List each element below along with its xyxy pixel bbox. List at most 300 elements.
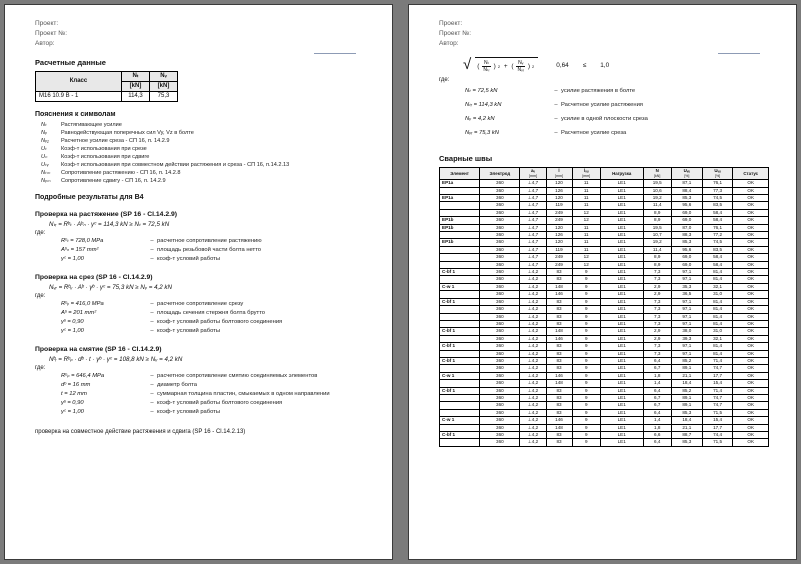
- table-cell: 58,4: [702, 217, 733, 224]
- def-symbol: Nᵥᵣ = 75,3 kN: [465, 130, 499, 136]
- table-cell: ⊥4,7: [520, 261, 546, 268]
- table-cell: LE1: [600, 328, 643, 335]
- project-label: Проект:: [35, 20, 59, 27]
- table-cell: 19,5: [643, 224, 671, 231]
- col-nt: Nₜ: [122, 72, 150, 82]
- project-no-label: Проект №:: [439, 30, 471, 37]
- table-cell: ⊥4,2: [520, 298, 546, 305]
- table-header-row: [36, 72, 178, 82]
- table-cell: 85,2: [671, 387, 702, 394]
- table-cell: LE1: [600, 365, 643, 372]
- table-cell: 83: [546, 439, 572, 446]
- list-item: [35, 145, 374, 153]
- table-cell: 249: [546, 209, 572, 216]
- table-cell: 360: [480, 439, 520, 446]
- def-text: диаметр болта: [157, 382, 197, 388]
- table-cell: 7,3: [643, 350, 671, 357]
- table-cell: ⊥4,2: [520, 335, 546, 342]
- table-cell: 83,5: [702, 202, 733, 209]
- table-cell: OK: [733, 239, 769, 246]
- table-cell: EP1b: [440, 224, 480, 231]
- table-cell: 58,4: [702, 209, 733, 216]
- table-cell: 74,7: [702, 365, 733, 372]
- footer-note: проверка на совместное действие растяжения и сдвига (SP 16 - Cl.14.2.13): [35, 429, 246, 435]
- table-cell: 19,2: [643, 239, 671, 246]
- table-cell: 8,9: [643, 217, 671, 224]
- symbols-title: Пояснения к символам: [35, 111, 116, 118]
- table-cell: LE1: [600, 232, 643, 239]
- symbol-name: Uₜ: [41, 146, 47, 152]
- table-cell: 9: [572, 291, 600, 298]
- table-cell: ⊥4,2: [520, 432, 546, 439]
- table-cell: 10,7: [643, 232, 671, 239]
- table-cell: [440, 261, 480, 268]
- col-element: [440, 168, 480, 180]
- table-cell: LE1: [600, 217, 643, 224]
- table-cell: 360: [480, 261, 520, 268]
- table-cell: OK: [733, 276, 769, 283]
- table-cell: 360: [480, 232, 520, 239]
- table-cell: 19,5: [643, 180, 671, 187]
- table-cell: 360: [480, 372, 520, 379]
- gde-label: где:: [35, 293, 46, 299]
- table-cell: 360: [480, 298, 520, 305]
- symbol-name: Uₙ: [41, 154, 48, 160]
- table-cell: 87,0: [671, 224, 702, 231]
- table-cell: 77,2: [702, 232, 733, 239]
- table-cell: C-bf 1: [440, 432, 480, 439]
- table-cell: 360: [480, 239, 520, 246]
- fraction-denominator: Nᵥᵣ: [517, 67, 524, 73]
- table-cell: 9: [572, 335, 600, 342]
- table-cell: 83: [546, 320, 572, 327]
- table-cell: 97,1: [671, 298, 702, 305]
- table-cell: LE1: [600, 239, 643, 246]
- def-dash: –: [150, 382, 154, 388]
- table-row: [440, 187, 769, 194]
- table-cell: 88,7: [671, 432, 702, 439]
- table-cell: 9: [572, 350, 600, 357]
- table-row: [440, 254, 769, 261]
- table-cell: 148: [546, 424, 572, 431]
- table-cell: [440, 202, 480, 209]
- table-cell: C-bf 1: [440, 328, 480, 335]
- table-cell: 81,4: [702, 343, 733, 350]
- table-cell: ⊥4,2: [520, 350, 546, 357]
- table-cell: 360: [480, 246, 520, 253]
- table-row: [440, 298, 769, 305]
- table-cell: 69,0: [671, 261, 702, 268]
- table-cell: 9: [572, 276, 600, 283]
- def-text: коэф-т условий работы: [157, 328, 221, 334]
- list-item: [61, 318, 374, 327]
- gde-label: где:: [35, 365, 46, 371]
- table-cell: LE1: [600, 283, 643, 290]
- def-dash: –: [150, 256, 154, 262]
- table-cell: 88,3: [671, 232, 702, 239]
- table-cell: C-bf 1: [440, 387, 480, 394]
- table-cell: 9: [572, 424, 600, 431]
- def-dash: –: [150, 310, 154, 316]
- fraction-denominator: Nₜᵣ: [483, 67, 490, 73]
- table-cell: 10,6: [643, 187, 671, 194]
- table-cell: C-w 1: [440, 283, 480, 290]
- table-cell: 1,4: [643, 417, 671, 424]
- table-row: [440, 291, 769, 298]
- col-label: Uᵥᵤ: [683, 168, 690, 173]
- table-cell: OK: [733, 343, 769, 350]
- table-cell: ⊥4,7: [520, 239, 546, 246]
- table-cell: 360: [480, 409, 520, 416]
- def-text: расчетное сопротивление срезу: [157, 301, 244, 307]
- fraction-numerator: Nᵥ: [518, 60, 524, 66]
- table-cell: [440, 306, 480, 313]
- table-cell: OK: [733, 439, 769, 446]
- table-cell: 7,3: [643, 320, 671, 327]
- list-item: [35, 161, 374, 169]
- table-cell: [440, 320, 480, 327]
- table-cell: 21,1: [671, 424, 702, 431]
- table-row: [440, 217, 769, 224]
- table-cell: 83: [546, 387, 572, 394]
- check-bearing: [35, 346, 374, 417]
- table-cell: 360: [480, 254, 520, 261]
- table-cell: 360: [480, 343, 520, 350]
- welds-table-body: [440, 180, 769, 447]
- col-lw: [572, 168, 600, 180]
- table-cell: OK: [733, 417, 769, 424]
- details-title: Подробные результаты для B4: [35, 194, 144, 201]
- table-cell: LE1: [600, 246, 643, 253]
- table-cell: OK: [733, 387, 769, 394]
- class-table: [35, 71, 178, 102]
- table-cell: 360: [480, 320, 520, 327]
- table-cell: 2,9: [643, 328, 671, 335]
- table-cell: OK: [733, 269, 769, 276]
- table-cell: LE1: [600, 269, 643, 276]
- table-row: [440, 380, 769, 387]
- table-cell: LE1: [600, 180, 643, 187]
- table-cell: 74,7: [702, 402, 733, 409]
- table-cell: 11: [572, 187, 600, 194]
- table-row: [440, 239, 769, 246]
- table-cell: LE1: [600, 439, 643, 446]
- table-cell: 7,3: [643, 313, 671, 320]
- table-cell: 69,0: [671, 254, 702, 261]
- table-cell: OK: [733, 209, 769, 216]
- table-cell: 69,0: [671, 209, 702, 216]
- table-cell: 19,2: [643, 195, 671, 202]
- def-text: усилие в одной плоскости среза: [561, 116, 648, 122]
- def-dash: –: [554, 102, 558, 108]
- def-dash: –: [150, 373, 154, 379]
- table-row: [440, 409, 769, 416]
- def-text: Расчетное усилие среза: [561, 130, 627, 136]
- table-cell: EP1b: [440, 239, 480, 246]
- symbol-desc: Коэф-т использования при срезе: [61, 146, 147, 152]
- table-cell: 12: [572, 261, 600, 268]
- table-row: [440, 246, 769, 253]
- col-label: Uᵥᵤ: [714, 168, 721, 173]
- table-cell: EP1a: [440, 180, 480, 187]
- table-cell: 9: [572, 394, 600, 401]
- table-cell: 11: [572, 180, 600, 187]
- def-text: коэф-т условий работы: [157, 409, 221, 415]
- table-cell: OK: [733, 195, 769, 202]
- table-cell: LE1: [600, 187, 643, 194]
- table-cell: OK: [733, 320, 769, 327]
- table-cell: LE1: [600, 387, 643, 394]
- table-cell: 360: [480, 335, 520, 342]
- table-cell: LE1: [600, 320, 643, 327]
- table-cell: 95,6: [671, 202, 702, 209]
- table-cell: 97,1: [671, 343, 702, 350]
- def-text: площадь сечения стержня болта брутто: [157, 310, 266, 316]
- table-cell: ⊥4,7: [520, 180, 546, 187]
- table-cell: 9: [572, 365, 600, 372]
- table-cell: 9: [572, 328, 600, 335]
- table-cell: 360: [480, 224, 520, 231]
- table-cell: EP1a: [440, 195, 480, 202]
- def-symbol: dᵇ = 16 mm: [61, 382, 91, 388]
- document-page-left: [4, 4, 393, 560]
- table-cell: 83: [546, 365, 572, 372]
- unit-nv: [kN]: [150, 82, 178, 92]
- col-l: [546, 168, 572, 180]
- table-cell: 71,4: [702, 357, 733, 364]
- table-cell: 148: [546, 283, 572, 290]
- table-cell: 2,9: [643, 291, 671, 298]
- table-cell: 39,3: [671, 335, 702, 342]
- table-cell: 89,1: [671, 394, 702, 401]
- table-cell: [440, 394, 480, 401]
- table-cell: LE1: [600, 417, 643, 424]
- table-cell: 360: [480, 432, 520, 439]
- table-cell: 77,3: [702, 187, 733, 194]
- table-row: [440, 202, 769, 209]
- table-cell: 6,7: [643, 402, 671, 409]
- table-cell: ⊥4,2: [520, 343, 546, 350]
- table-cell: [440, 380, 480, 387]
- table-cell: LE1: [600, 424, 643, 431]
- table-cell: ⊥4,2: [520, 269, 546, 276]
- table-cell: 7,3: [643, 298, 671, 305]
- fraction-nv: [515, 60, 525, 73]
- table-cell: LE1: [600, 394, 643, 401]
- list-item: [61, 237, 374, 246]
- table-cell: LE1: [600, 357, 643, 364]
- table-cell: LE1: [600, 209, 643, 216]
- table-row: [440, 402, 769, 409]
- col-load: [600, 168, 643, 180]
- table-cell: 9: [572, 320, 600, 327]
- col-label: l: [558, 168, 560, 173]
- table-cell: LE1: [600, 224, 643, 231]
- left-page-content: [35, 19, 374, 435]
- table-cell: 83: [546, 306, 572, 313]
- table-row: [440, 328, 769, 335]
- table-cell: LE1: [600, 276, 643, 283]
- sqrt-icon: √: [463, 56, 472, 73]
- table-cell: OK: [733, 246, 769, 253]
- table-cell: [440, 365, 480, 372]
- table-cell: OK: [733, 424, 769, 431]
- table-cell: 11: [572, 246, 600, 253]
- symbol-name: Nᵥₘ: [41, 178, 51, 184]
- def-text: суммарная толщина пластин, смыкаемых в одном направлении: [157, 391, 330, 397]
- table-cell: 8,9: [643, 261, 671, 268]
- table-cell: 9: [572, 306, 600, 313]
- col-unit: [kN]: [654, 173, 661, 178]
- table-cell: OK: [733, 254, 769, 261]
- table-cell: ⊥4,2: [520, 372, 546, 379]
- interaction-formula: [463, 57, 778, 73]
- symbol-desc: Коэф-т использования при сдвиге: [61, 154, 150, 160]
- table-cell: LE1: [600, 261, 643, 268]
- table-cell: 81,4: [702, 350, 733, 357]
- table-cell: 7,3: [643, 306, 671, 313]
- table-cell: 148: [546, 380, 572, 387]
- table-cell: 83: [546, 409, 572, 416]
- table-cell: ⊥4,7: [520, 246, 546, 253]
- header-rule: [718, 53, 760, 54]
- table-cell: 9: [572, 372, 600, 379]
- table-cell: 146: [546, 372, 572, 379]
- table-cell: OK: [733, 335, 769, 342]
- table-cell: 360: [480, 276, 520, 283]
- table-cell: 11: [572, 232, 600, 239]
- table-cell: 97,1: [671, 350, 702, 357]
- symbol-name: Nₜₘ: [41, 170, 51, 176]
- table-cell: OK: [733, 187, 769, 194]
- table-cell: 360: [480, 195, 520, 202]
- table-cell: EP1b: [440, 217, 480, 224]
- table-cell: C-w 1: [440, 417, 480, 424]
- table-cell: 81,4: [702, 276, 733, 283]
- table-cell: ⊥4,2: [520, 313, 546, 320]
- list-item: [465, 87, 778, 96]
- col-class: Класс: [36, 72, 122, 92]
- table-cell: 249: [546, 261, 572, 268]
- table-cell: 360: [480, 306, 520, 313]
- fraction-nt: [481, 60, 491, 73]
- table-cell: 119: [546, 202, 572, 209]
- table-cell: [440, 424, 480, 431]
- col-label: aᵥ: [530, 168, 535, 173]
- table-cell: OK: [733, 328, 769, 335]
- table-cell: 1,8: [643, 372, 671, 379]
- table-cell: 126: [546, 232, 572, 239]
- table-cell: 21,1: [671, 372, 702, 379]
- list-item: [61, 255, 374, 264]
- table-cell: C-bf 1: [440, 357, 480, 364]
- symbol-name: Nₜ: [41, 122, 47, 128]
- table-cell: 6,4: [643, 439, 671, 446]
- table-cell: 11: [572, 202, 600, 209]
- check-heading: Проверка на срез (SP 16 - Cl.14.2.9): [35, 274, 153, 281]
- def-dash: –: [150, 301, 154, 307]
- table-cell: ⊥4,2: [520, 409, 546, 416]
- def-dash: –: [554, 88, 558, 94]
- table-row: [440, 357, 769, 364]
- table-cell: 6,7: [643, 365, 671, 372]
- table-row: [440, 387, 769, 394]
- table-row: [440, 372, 769, 379]
- welds-table: [439, 167, 769, 447]
- table-cell: ⊥4,2: [520, 402, 546, 409]
- table-cell: [440, 254, 480, 261]
- table-cell: [440, 232, 480, 239]
- author-label: Автор:: [439, 40, 459, 47]
- table-cell: 7,3: [643, 269, 671, 276]
- cell-nv: 75,3: [150, 92, 178, 102]
- table-cell: 9: [572, 380, 600, 387]
- table-cell: OK: [733, 202, 769, 209]
- welds-title: Сварные швы: [439, 154, 493, 163]
- table-cell: OK: [733, 409, 769, 416]
- table-cell: [440, 276, 480, 283]
- table-cell: LE1: [600, 350, 643, 357]
- def-text: расчетное сопротивление смятию соединяемых элементов: [157, 373, 318, 379]
- table-cell: 360: [480, 357, 520, 364]
- def-text: Расчетное усилие растяжения: [561, 102, 643, 108]
- table-cell: 17,7: [702, 372, 733, 379]
- author-label: Автор:: [35, 40, 55, 47]
- right-page-content: [439, 19, 778, 447]
- table-cell: OK: [733, 180, 769, 187]
- header-rule: [314, 53, 356, 54]
- table-cell: LE1: [600, 402, 643, 409]
- def-symbol: Aᵇₙ = 157 mm²: [61, 247, 99, 253]
- table-cell: ⊥4,7: [520, 232, 546, 239]
- check-heading: Проверка на смятие (SP 16 - Cl.14.2.9): [35, 346, 162, 353]
- check-formula: Nᵇᵣ = Rᵇₚ · dᵇ · t · γᵇ · γᶜ = 108,8 kN ≥ Nᵥ = 4,2 kN: [49, 356, 183, 363]
- table-cell: 83: [546, 343, 572, 350]
- table-cell: ⊥4,2: [520, 439, 546, 446]
- def-symbol: Rᵇᵥ = 416,0 MPa: [61, 301, 104, 307]
- table-row: [440, 180, 769, 187]
- table-cell: 83: [546, 276, 572, 283]
- table-cell: LE1: [600, 298, 643, 305]
- def-dash: –: [554, 130, 558, 136]
- table-cell: OK: [733, 350, 769, 357]
- table-cell: 2,9: [643, 283, 671, 290]
- table-cell: 11: [572, 224, 600, 231]
- calc-data-title: Расчетные данные: [35, 58, 106, 67]
- table-cell: 76,1: [702, 224, 733, 231]
- symbols-list: [35, 121, 374, 185]
- table-cell: 97,1: [671, 313, 702, 320]
- table-cell: OK: [733, 291, 769, 298]
- table-cell: 87,1: [671, 180, 702, 187]
- def-text: коэф-т условий работы болтового соединения: [157, 400, 283, 406]
- table-cell: [440, 313, 480, 320]
- cell-nt: 114,3: [122, 92, 150, 102]
- welds-table-header: [440, 168, 769, 180]
- table-cell: 360: [480, 313, 520, 320]
- def-dash: –: [150, 247, 154, 253]
- table-cell: 12: [572, 254, 600, 261]
- table-row: [440, 424, 769, 431]
- definitions-list: [439, 87, 778, 138]
- gde-label: где:: [439, 77, 450, 83]
- table-cell: 89,1: [671, 402, 702, 409]
- list-item: [61, 309, 374, 318]
- table-cell: [440, 409, 480, 416]
- symbol-desc: Сопротивление сдвигу - СП 16, п. 14.2.9: [61, 178, 166, 184]
- table-cell: 69,0: [671, 217, 702, 224]
- formula-relation: ≤: [582, 61, 587, 69]
